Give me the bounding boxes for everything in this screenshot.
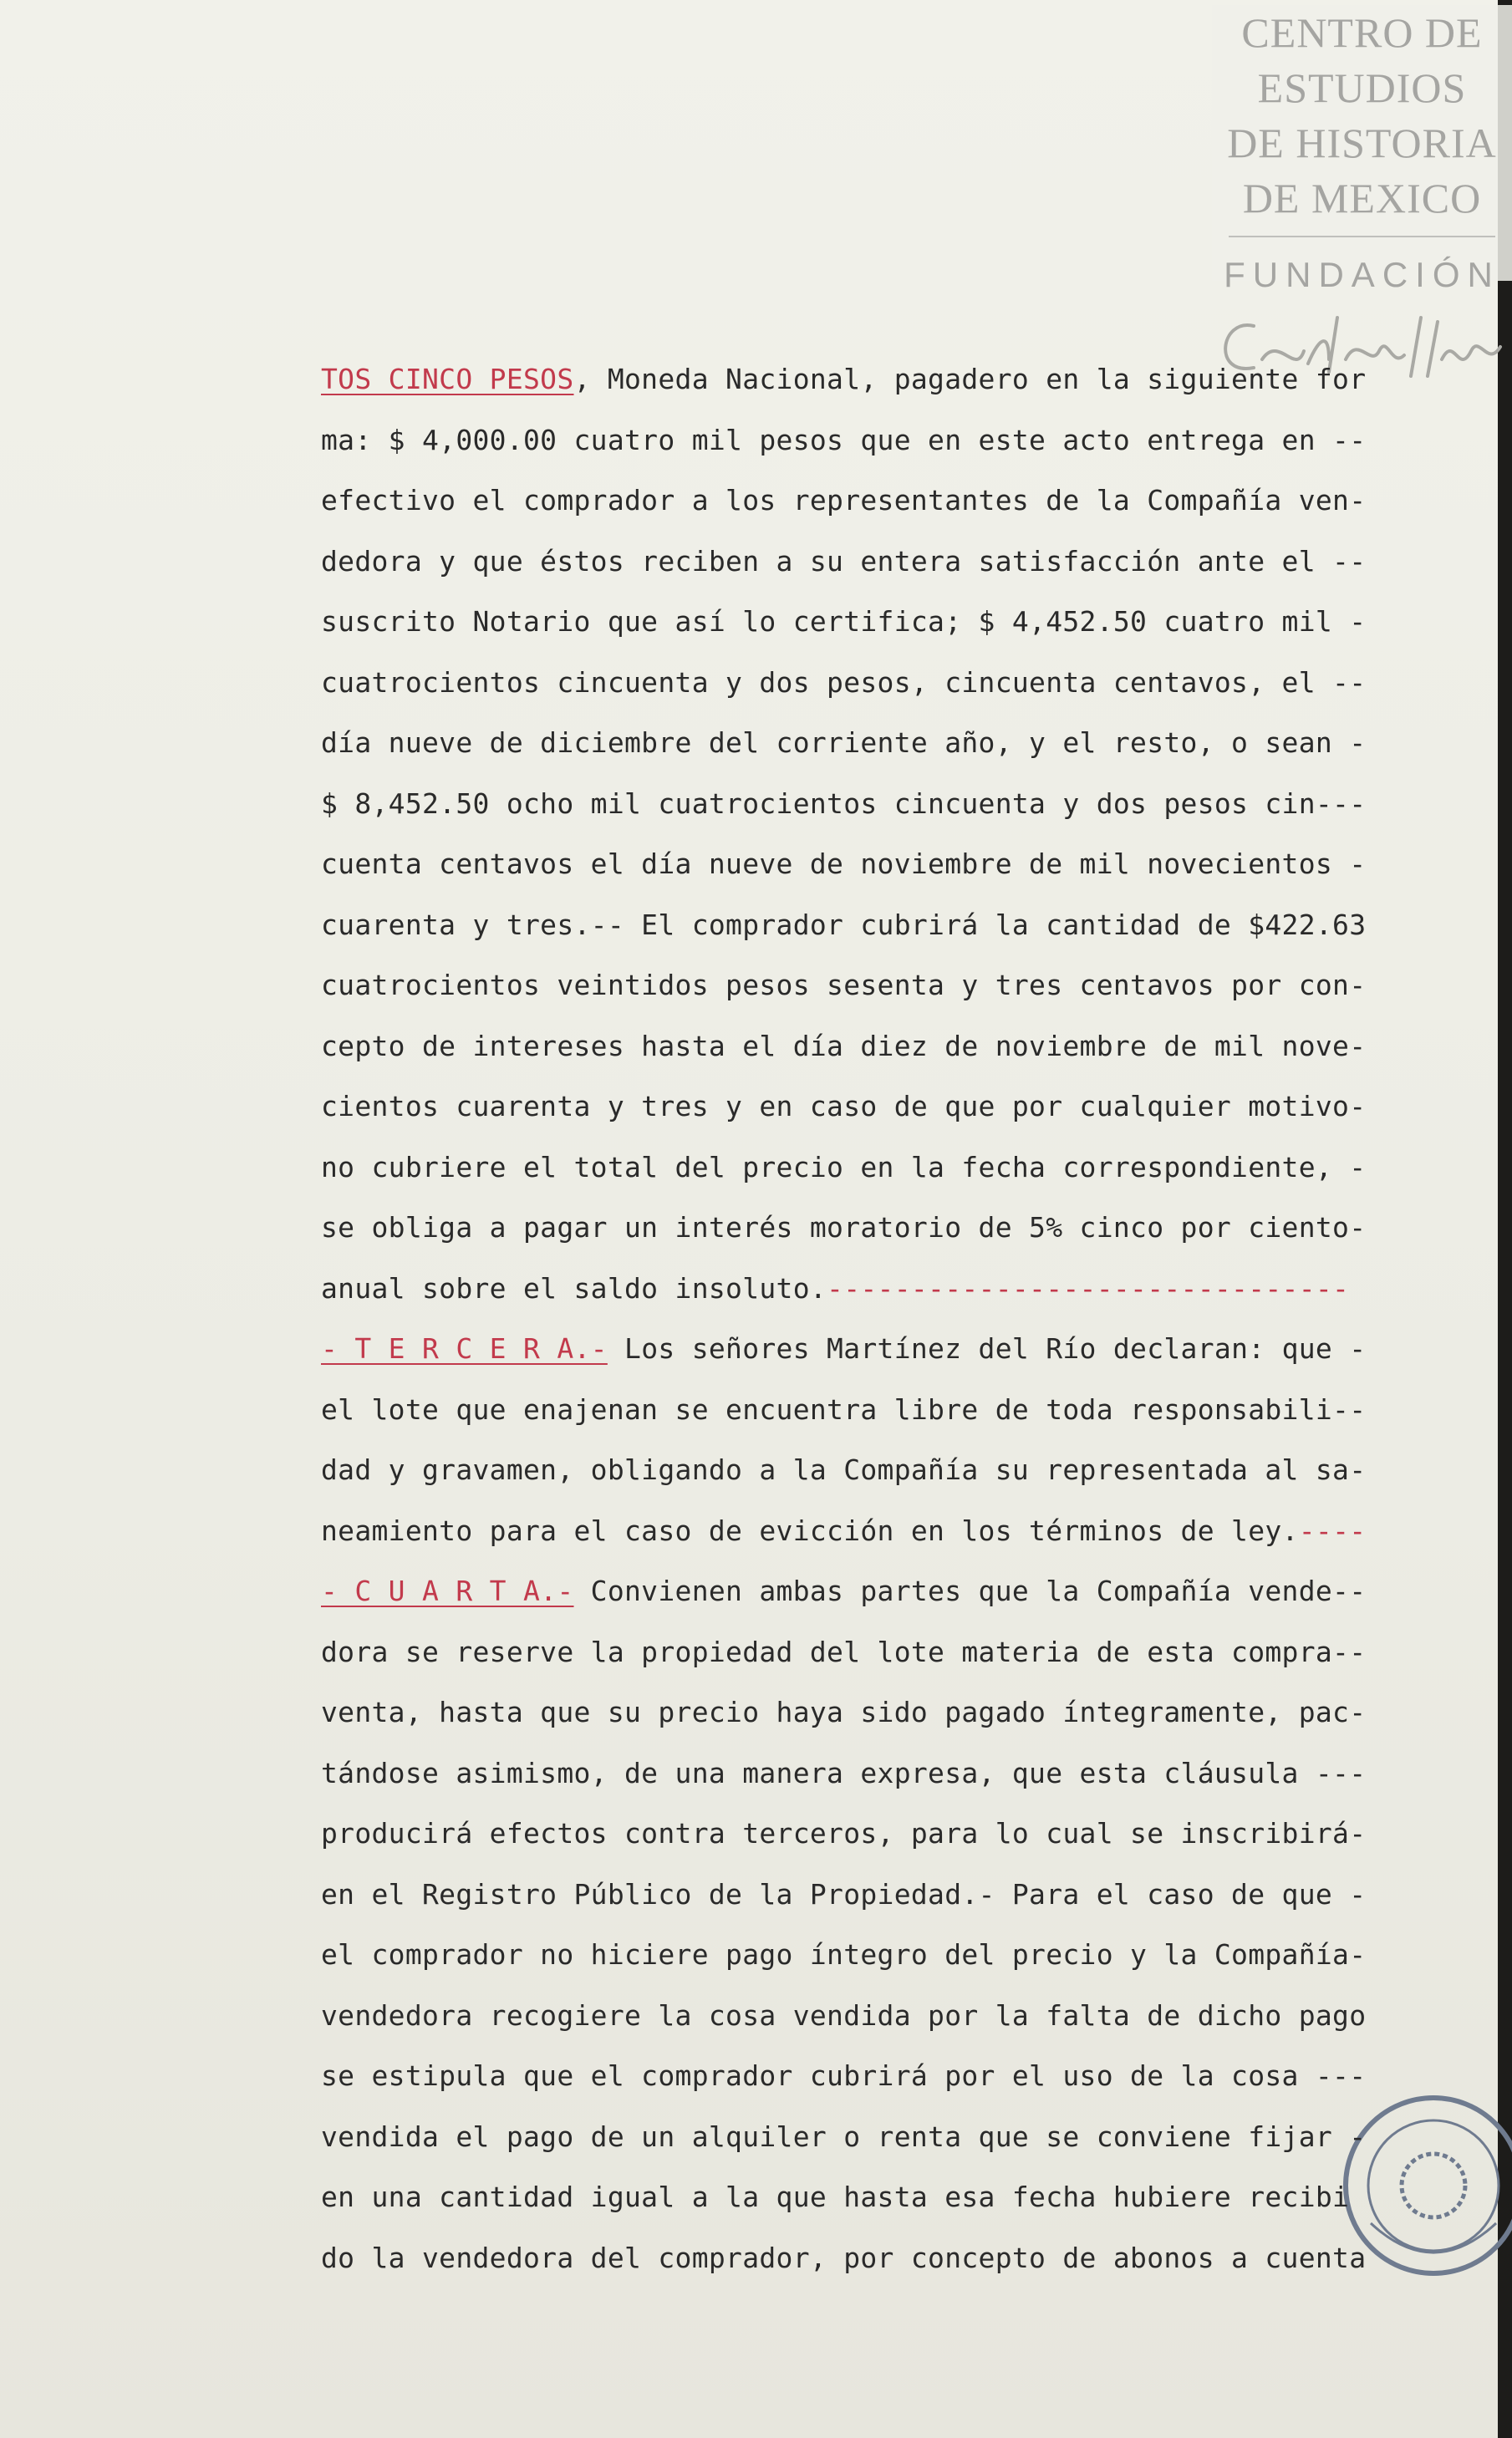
text-line — [321, 2046, 1458, 2107]
text-line — [321, 410, 1458, 471]
line-text: $ 8,452.50 ocho mil cuatrocientos cincuenta y dos pesos cin--- — [321, 786, 1367, 820]
text-line — [321, 653, 1458, 714]
text-line — [321, 471, 1458, 532]
text-line — [321, 1622, 1458, 1683]
text-line — [321, 1198, 1458, 1259]
text-line — [321, 1865, 1458, 1926]
text-line — [321, 1501, 1458, 1562]
line-text: Convienen ambas partes que la Compañía vende-- — [573, 1575, 1367, 1607]
text-line — [321, 774, 1458, 835]
clause-heading: - C U A R T A.- — [321, 1575, 574, 1607]
line-text: el lote que enajenan se encuentra libre de toda responsabili-- — [321, 1392, 1367, 1426]
line-text: vendedora recogiere la cosa vendida por la falta de dicho pago — [321, 1998, 1367, 2032]
text-line — [321, 895, 1458, 956]
line-text: anual sobre el saldo insoluto. — [321, 1271, 827, 1305]
line-text: cuarenta y tres.-- El comprador cubrirá la cantidad de $422.63 — [321, 908, 1367, 941]
line-text: día nueve de diciembre del corriente año, y el resto, o sean - — [321, 726, 1367, 759]
document-body — [321, 349, 1458, 2288]
text-line — [321, 349, 1458, 410]
line-filler-dashes: ---- — [1298, 1514, 1367, 1547]
watermark-line-3: DE HISTORIA — [1227, 120, 1497, 166]
text-line — [321, 1743, 1458, 1804]
text-line — [321, 1016, 1458, 1077]
watermark-line-4: DE MEXICO — [1242, 175, 1482, 221]
text-line — [321, 1986, 1458, 2047]
watermark-line-1: CENTRO DE — [1241, 9, 1483, 56]
line-text: dad y gravamen, obligando a la Compañía su representada al sa- — [321, 1453, 1367, 1486]
line-text: cuenta centavos el día nueve de noviembre de mil novecientos - — [321, 847, 1367, 880]
line-text: en el Registro Público de la Propiedad.- Para el caso de que - — [321, 1877, 1367, 1911]
text-line — [321, 1925, 1458, 1986]
clause-heading: TOS CINCO PESOS — [321, 363, 574, 395]
watermark-line-2: ESTUDIOS — [1257, 64, 1467, 111]
text-line — [321, 1076, 1458, 1138]
text-line — [321, 2167, 1458, 2228]
line-text: cuatrocientos cincuenta y dos pesos, cincuenta centavos, el -- — [321, 665, 1367, 699]
text-line — [321, 2228, 1458, 2289]
line-text: en una cantidad igual a la que hasta esa fecha hubiere recibi — [321, 2181, 1350, 2213]
line-text: se estipula que el comprador cubrirá por el uso de la cosa --- — [321, 2059, 1367, 2092]
text-line — [321, 1259, 1458, 1320]
archive-watermark — [1212, 5, 1512, 294]
text-line — [321, 592, 1458, 653]
text-line — [321, 955, 1458, 1016]
line-text: cuatrocientos veintidos pesos sesenta y tres centavos por con- — [321, 969, 1367, 1001]
line-text: vendida el pago de un alquiler o renta que se conviene fijar - — [321, 2120, 1367, 2153]
line-text: no cubriere el total del precio en la fecha correspondiente, - — [321, 1150, 1367, 1183]
line-text: cepto de intereses hasta el día diez de noviembre de mil nove- — [321, 1029, 1367, 1062]
text-line — [321, 1440, 1458, 1501]
line-text: se obliga a pagar un interés moratorio de 5% cinco por ciento- — [321, 1211, 1367, 1244]
line-text: cientos cuarenta y tres y en caso de que por cualquier motivo- — [321, 1090, 1367, 1122]
text-line — [321, 1804, 1458, 1865]
line-text: ma: $ 4,000.00 cuatro mil pesos que en este acto entrega en -- — [321, 423, 1367, 456]
line-text: dora se reserve la propiedad del lote materia de esta compra-- — [321, 1635, 1367, 1668]
line-text: producirá efectos contra terceros, para lo cual se inscribirá- — [321, 1817, 1367, 1850]
clause-heading: - T E R C E R A.- — [321, 1332, 608, 1365]
line-text: neamiento para el caso de evicción en los términos de ley. — [321, 1514, 1299, 1547]
line-text: do la vendedora del comprador, por concepto de abonos a cuenta — [321, 2241, 1367, 2274]
text-line — [321, 1682, 1458, 1743]
line-text: el comprador no hiciere pago íntegro del precio y la Compañía- — [321, 1938, 1367, 1971]
watermark-line-5: FUNDACIÓN — [1224, 255, 1500, 294]
text-line — [321, 713, 1458, 774]
line-text: tándose asimismo, de una manera expresa, que esta cláusula --- — [321, 1756, 1367, 1789]
text-line — [321, 1380, 1458, 1441]
line-text: dedora y que éstos reciben a su entera satisfacción ante el -- — [321, 544, 1367, 578]
text-line — [321, 532, 1458, 593]
watermark-divider — [1229, 236, 1495, 237]
text-line — [321, 1561, 1458, 1622]
text-line — [321, 2107, 1458, 2168]
text-line — [321, 1319, 1458, 1380]
line-text: venta, hasta que su precio haya sido pagado íntegramente, pac- — [321, 1696, 1367, 1728]
line-filler-dashes: ------------------------------- — [827, 1271, 1350, 1305]
line-text: suscrito Notario que así lo certifica; $ 4,452.50 cuatro mil - — [321, 605, 1367, 638]
line-text: Los señores Martínez del Río declaran: que - — [607, 1332, 1367, 1365]
text-line — [321, 834, 1458, 895]
line-text: , Moneda Nacional, pagadero en la siguiente for — [573, 363, 1367, 395]
line-text: efectivo el comprador a los representantes de la Compañía ven- — [321, 484, 1367, 517]
text-line — [321, 1138, 1458, 1199]
